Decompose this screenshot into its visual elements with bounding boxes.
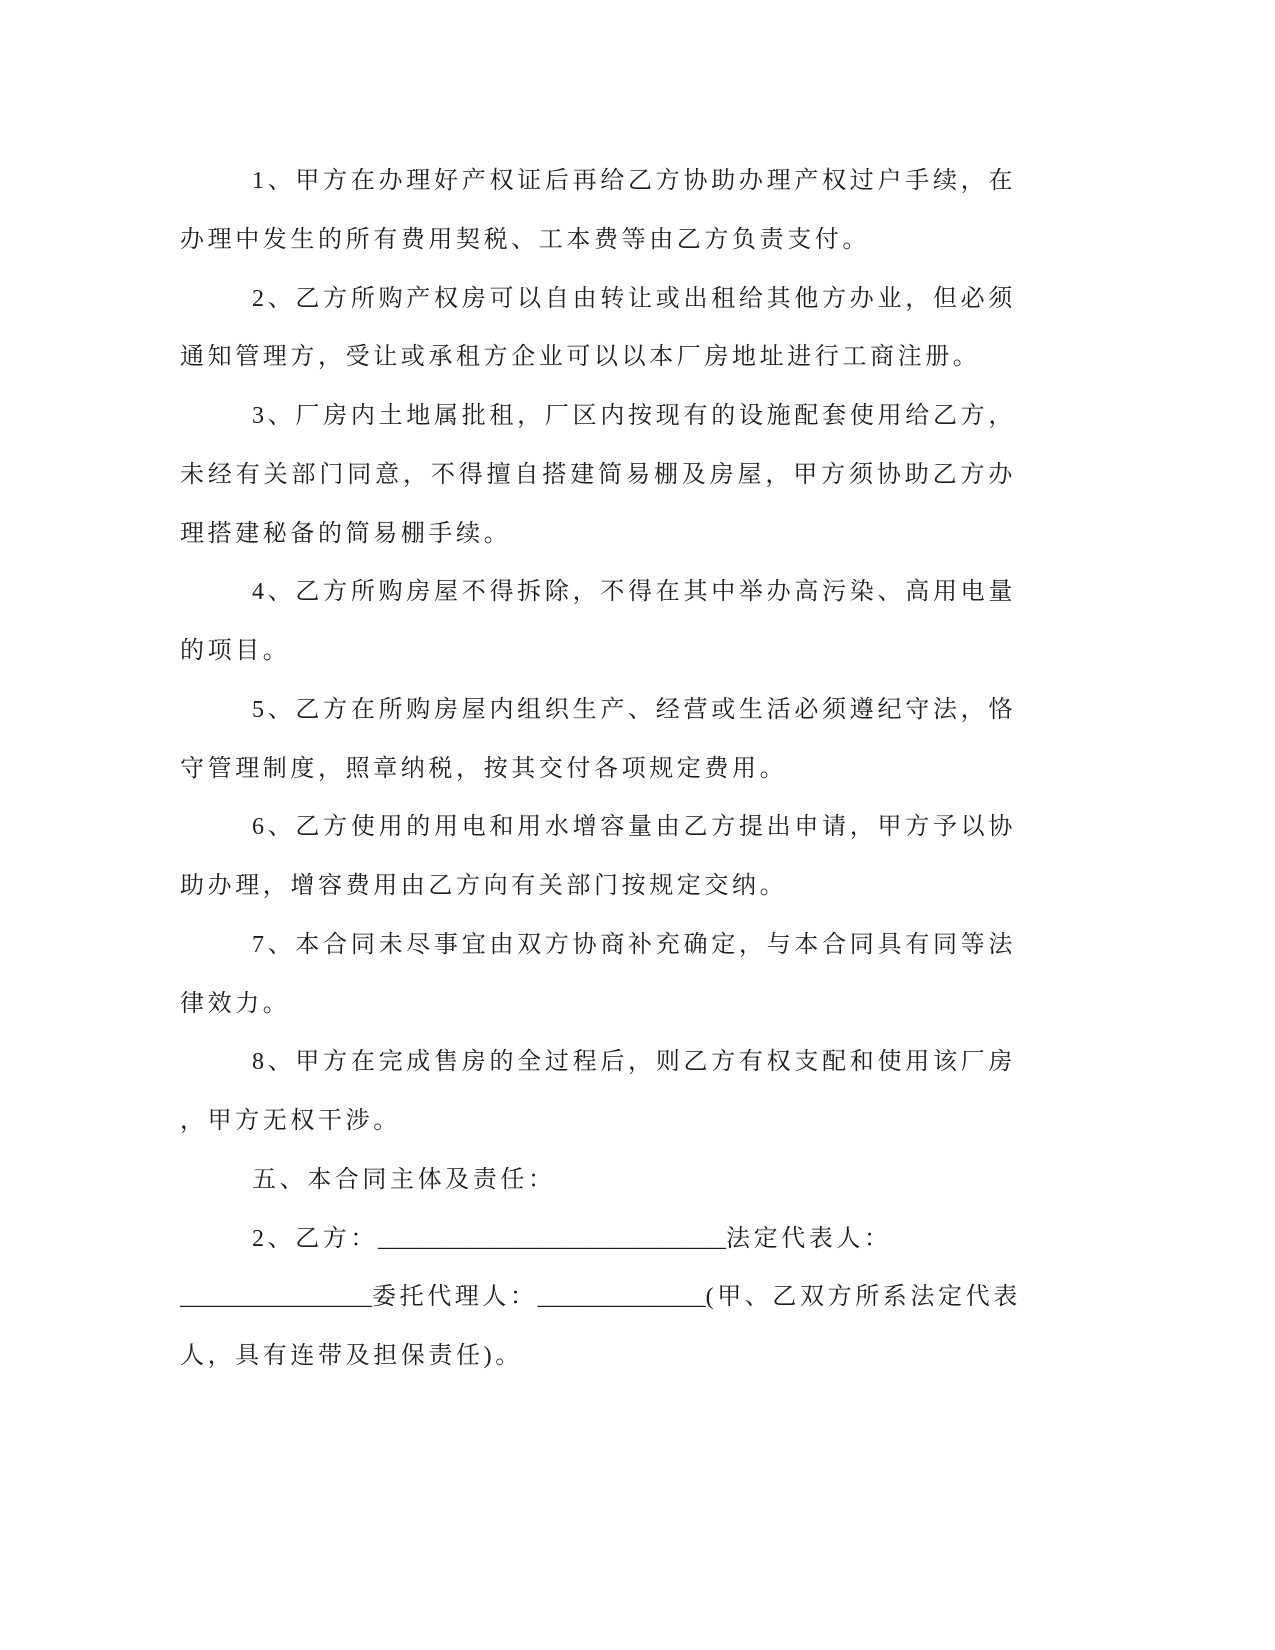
clause-2-line-2: 通知管理方，受让或承租方企业可以以本厂房地址进行工商注册。 bbox=[180, 344, 981, 371]
section-heading: 五、本合同主体及责任： bbox=[252, 1166, 556, 1193]
clause-3-line-1: 3、厂房内土地属批租，厂区内按现有的设施配套使用给乙方， bbox=[252, 403, 1016, 429]
clause-6-line-2: 助办理，增容费用由乙方向有关部门按规定交纳。 bbox=[180, 873, 788, 899]
agent-blank: ______________ bbox=[537, 1284, 706, 1311]
contract-body bbox=[180, 152, 1021, 1386]
clause-3-line-3: 理搭建秘备的简易棚手续。 bbox=[180, 520, 512, 547]
legal-rep-blank: ________________ bbox=[180, 1284, 372, 1311]
clause-2-line-1: 2、乙方所购产权房可以自由转让或出租给其他方办业，但必须 bbox=[252, 285, 1016, 312]
party-b-blank: _____________________________ bbox=[378, 1225, 726, 1252]
agent-label: 委托代理人： bbox=[372, 1284, 538, 1311]
clause-6-line-1: 6、乙方使用的用电和用水增容量由乙方提出申请，甲方予以协 bbox=[252, 814, 1016, 841]
clause-7-line-2: 律效力。 bbox=[180, 990, 291, 1017]
clause-5-line-1: 5、乙方在所购房屋内组织生产、经营或生活必须遵纪守法，恪 bbox=[252, 696, 1016, 723]
signature-line-2 bbox=[180, 1268, 1021, 1327]
clause-7-line-1: 7、本合同未尽事宜由双方协商补充确定，与本合同具有同等法 bbox=[252, 931, 1016, 958]
signature-line-1 bbox=[180, 1210, 1016, 1269]
clause-4-line-2: 的项目。 bbox=[180, 638, 291, 664]
liability-note-start: (甲、乙双方所系法定代表 bbox=[705, 1284, 1021, 1311]
clause-1-line-1: 1、甲方在办理好产权证后再给乙方协助办理产权过户手续，在 bbox=[252, 168, 1016, 194]
liability-note-end: 人，具有连带及担保责任)。 bbox=[180, 1343, 523, 1369]
clause-3-line-2: 未经有关部门同意，不得擅自搭建简易棚及房屋，甲方须协助乙方办 bbox=[180, 461, 1016, 488]
party-b-label: 2、乙方： bbox=[252, 1225, 378, 1252]
clause-5-line-2: 守管理制度，照章纳税，按其交付各项规定费用。 bbox=[180, 755, 788, 782]
clause-8-line-1: 8、甲方在完成售房的全过程后，则乙方有权支配和使用该厂房 bbox=[252, 1049, 1016, 1076]
clause-8-line-2: ，甲方无权干涉。 bbox=[180, 1108, 401, 1134]
clause-4-line-1: 4、乙方所购房屋不得拆除，不得在其中举办高污染、高用电量 bbox=[252, 579, 1016, 606]
legal-rep-label: 法定代表人： bbox=[726, 1225, 892, 1252]
clause-1-line-2: 办理中发生的所有费用契税、工本费等由乙方负责支付。 bbox=[180, 226, 870, 253]
